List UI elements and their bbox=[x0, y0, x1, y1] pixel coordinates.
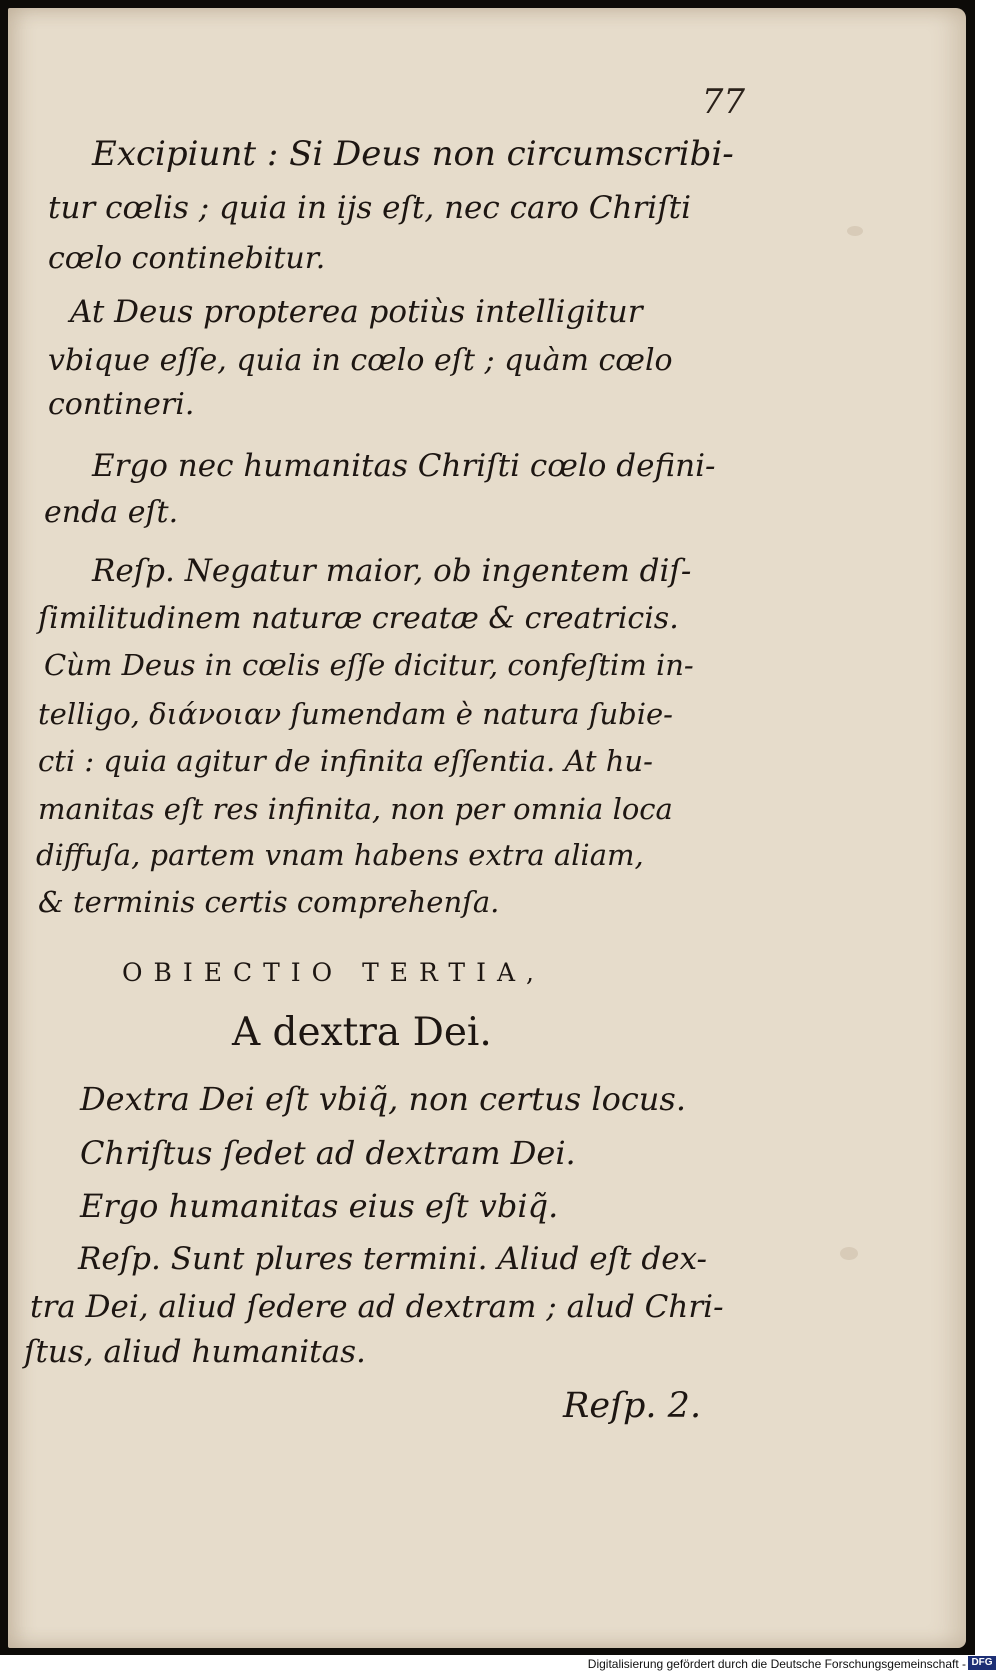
objection-title: OBIECTIO TERTIA, bbox=[122, 958, 545, 987]
text-line: ſimilitudinem naturæ creatæ & creatricis. bbox=[38, 601, 679, 636]
response-line: Reſp. Sunt plures termini. Aliud eſt dex- bbox=[78, 1241, 707, 1277]
text-line: telligo, διάνοιαν ſumendam è natura ſubie- bbox=[38, 697, 673, 731]
paper-stain bbox=[840, 1247, 858, 1260]
syllogism-line: Chriſtus ſedet ad dextram Dei. bbox=[80, 1134, 576, 1172]
text-line: Excipiunt : Si Deus non circumscribi- bbox=[92, 134, 734, 174]
text-line: vbique eſſe, quia in cœlo eſt ; quàm cœlo bbox=[48, 343, 673, 378]
text-line: enda eſt. bbox=[44, 495, 179, 530]
catchword: Reſp. 2. bbox=[563, 1386, 702, 1426]
text-line: cœlo continebitur. bbox=[48, 241, 326, 276]
text-line: tur cœlis ; quia in ijs eſt, nec caro Chriſti bbox=[48, 190, 692, 226]
text-line: cti : quia agitur de infinita eſſentia. At hu- bbox=[38, 744, 653, 778]
text-line: manitas eſt res infinita, non per omnia loca bbox=[38, 792, 673, 826]
page-number: 77 bbox=[701, 82, 745, 122]
text-line: At Deus propterea potiùs intelligitur bbox=[70, 294, 643, 330]
funding-credit: Digitalisierung gefördert durch die Deutsche Forschungsgemeinschaft - bbox=[587, 1657, 966, 1671]
text-line: Cùm Deus in cœlis eſſe dicitur, confeſtim in- bbox=[44, 648, 694, 682]
response-line: ſtus, aliud humanitas. bbox=[24, 1334, 366, 1370]
text-line: diffuſa, partem vnam habens extra aliam, bbox=[36, 838, 644, 872]
text-line: contineri. bbox=[48, 387, 195, 422]
paper-stain bbox=[847, 226, 863, 236]
text-line: Reſp. Negatur maior, ob ingentem diſ- bbox=[92, 553, 692, 589]
syllogism-line: Ergo humanitas eius eſt vbiq̃. bbox=[80, 1187, 559, 1225]
syllogism-line: Dextra Dei eſt vbiq̃, non certus locus. bbox=[80, 1080, 686, 1118]
text-line: Ergo nec humanitas Chriſti cœlo defini- bbox=[92, 448, 716, 484]
response-line: tra Dei, aliud ſedere ad dextram ; alud Chri- bbox=[30, 1289, 724, 1325]
dfg-logo: DFG bbox=[968, 1656, 996, 1670]
objection-heading: A dextra Dei. bbox=[232, 1010, 492, 1055]
text-line: & terminis certis comprehenſa. bbox=[38, 885, 500, 919]
